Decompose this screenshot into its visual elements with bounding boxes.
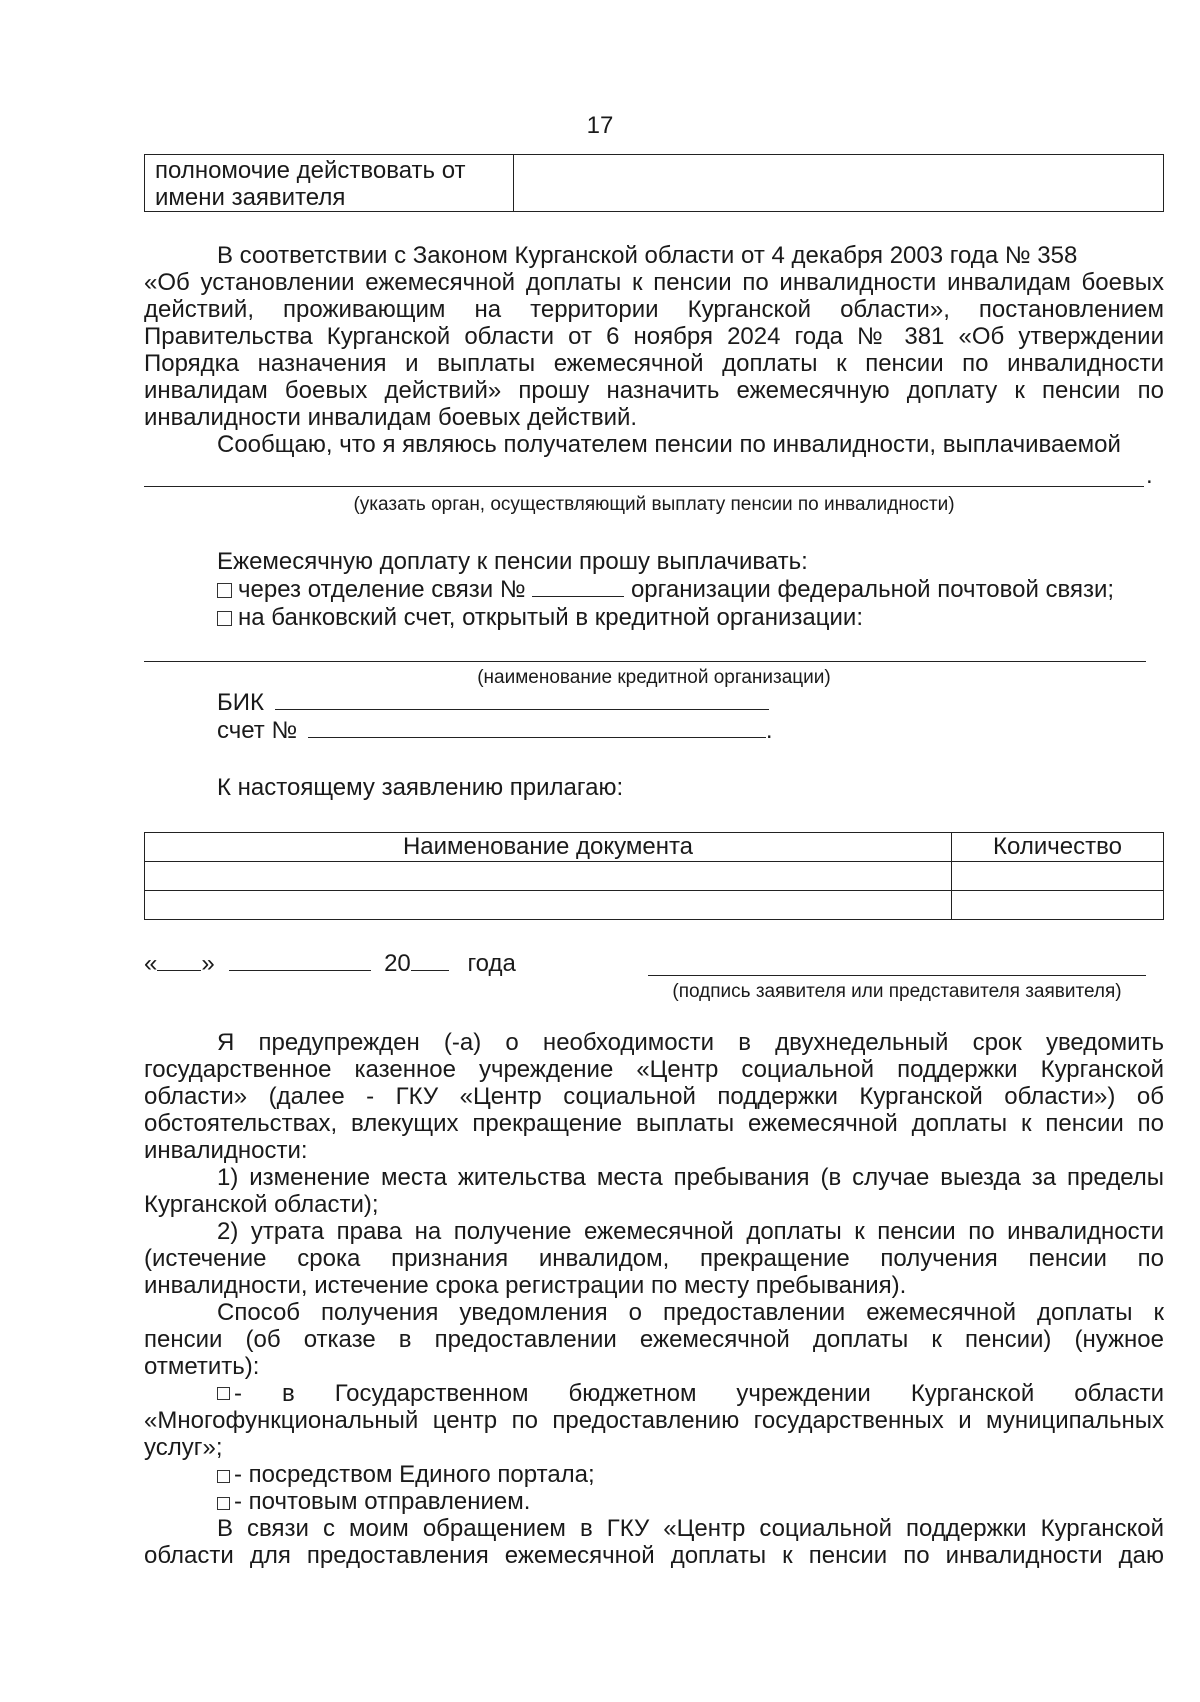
checkbox-post[interactable] (217, 1497, 230, 1510)
payment-heading: Ежемесячную доплату к пенсии прошу выплачивать: (217, 548, 808, 575)
intro-line-7: инвалидности инвалидам боевых действий. (144, 404, 638, 431)
account-row (217, 717, 773, 744)
top-table-text-2: имени заявителя (155, 184, 346, 211)
intro-line-2: «Об установлении ежемесячной доплаты к пенсии по инвалидности инвалидам боевых (144, 269, 1164, 296)
account-field[interactable] (308, 717, 766, 738)
post-office-number-field[interactable] (532, 576, 624, 597)
pension-end-dot: . (1146, 462, 1153, 489)
top-table (144, 154, 1164, 212)
attachment-name-cell[interactable] (145, 891, 952, 920)
warning-item-1-line-2: Курганской области); (144, 1191, 379, 1218)
notification-option-portal (217, 1461, 595, 1488)
attachments-table (144, 832, 1164, 920)
notification-option-mfc-label: - в Государственном бюджетном учреждении Курганской области (234, 1380, 1164, 1407)
signature-caption: (подпись заявителя или представителя заявителя) (672, 981, 1122, 1002)
consent-line-2: области для предоставления ежемесячной доплаты к пенсии по инвалидности даю (144, 1542, 1164, 1569)
bik-label: БИК (217, 689, 264, 716)
intro-line-6: инвалидам боевых действий» прошу назначить ежемесячную доплату к пенсии по (144, 377, 1164, 404)
date-year-field[interactable] (411, 950, 449, 971)
signature-line[interactable] (648, 975, 1146, 976)
notification-option-mfc-line-3: услуг»; (144, 1434, 223, 1461)
checkbox-portal[interactable] (217, 1470, 230, 1483)
col-quantity: Количество (952, 833, 1164, 862)
bank-caption: (наименование кредитной организации) (477, 667, 831, 688)
notification-option-mfc-line-2: «Многофункциональный центр по предоставлению государственных и муниципальных (144, 1407, 1164, 1434)
attachments-row (145, 862, 1164, 891)
col-document-name: Наименование документа (145, 833, 952, 862)
date-quote-close: » (201, 950, 215, 977)
pension-caption: (указать орган, осуществляющий выплату пенсии по инвалидности) (353, 494, 955, 515)
date-year-prefix: 20 (384, 950, 411, 977)
account-label: счет № (217, 717, 298, 744)
checkbox-mfc[interactable] (217, 1387, 230, 1400)
consent-line-1: В связи с моим обращением в ГКУ «Центр социальной поддержки Курганской (217, 1515, 1164, 1542)
notification-option-mfc (217, 1380, 1164, 1407)
date-year-suffix: года (467, 950, 516, 977)
notification-line-1: Способ получения уведомления о предоставлении ежемесячной доплаты к (217, 1299, 1164, 1326)
payment-option-post-suffix: организации федеральной почтовой связи; (630, 576, 1115, 603)
intro-line-5: Порядка назначения и выплаты ежемесячной доплаты к пенсии по инвалидности (144, 350, 1164, 377)
checkbox-bank-account[interactable] (217, 611, 232, 626)
attachment-qty-cell[interactable] (952, 862, 1164, 891)
warning-item-2-line-3: инвалидности, истечение срока регистрации по месту пребывания). (144, 1272, 907, 1299)
notification-line-2: пенсии (об отказе в предоставлении ежемесячной доплаты к пенсии) (нужное (144, 1326, 1164, 1353)
warning-line-1: Я предупрежден (-а) о необходимости в двухнедельный срок уведомить (217, 1029, 1164, 1056)
top-table-left-cell (145, 155, 514, 212)
pension-organ-line[interactable] (144, 486, 1144, 487)
top-table-right-cell (514, 155, 1164, 212)
attachments-row (145, 891, 1164, 920)
notification-option-post-label: - почтовым отправлением. (234, 1488, 531, 1515)
intro-line-4: Правительства Курганской области от 6 ноября 2024 года № 381 «Об утверждении (144, 323, 1164, 350)
checkbox-post-office[interactable] (217, 583, 232, 598)
warning-item-2-line-1: 2) утрата права на получение ежемесячной доплаты к пенсии по инвалидности (217, 1218, 1164, 1245)
bank-name-line[interactable] (144, 661, 1146, 662)
bik-row (217, 689, 769, 716)
account-end-dot: . (765, 717, 773, 744)
intro-line-3: действий, проживающим на территории Курганской области», постановлением (144, 296, 1164, 323)
date-quote-open: « (144, 950, 158, 977)
warning-item-1-line-1: 1) изменение места жительства места пребывания (в случае выезда за пределы (217, 1164, 1164, 1191)
warning-line-2: государственное казенное учреждение «Центр социальной поддержки Курганской (144, 1056, 1164, 1083)
attachment-name-cell[interactable] (145, 862, 952, 891)
date-row (144, 950, 516, 977)
payment-option-bank-label: на банковский счет, открытый в кредитной организации: (238, 604, 863, 631)
bik-field[interactable] (275, 689, 769, 710)
payment-option-bank (217, 604, 863, 631)
pension-text: Сообщаю, что я являюсь получателем пенсии по инвалидности, выплачиваемой (217, 431, 1121, 458)
top-table-text-1: полномочие действовать от (155, 157, 466, 184)
attachment-qty-cell[interactable] (952, 891, 1164, 920)
date-day-field[interactable] (157, 950, 201, 971)
intro-line-1: В соответствии с Законом Курганской области от 4 декабря 2003 года № 358 (217, 242, 1078, 269)
attachments-heading: К настоящему заявлению прилагаю: (217, 774, 624, 801)
page-number: 17 (586, 112, 614, 139)
notification-option-post (217, 1488, 530, 1515)
notification-line-3: отметить): (144, 1353, 260, 1380)
warning-line-5: инвалидности: (144, 1137, 308, 1164)
warning-line-4: обстоятельствах, влекущих прекращение выплаты ежемесячной доплаты к пенсии по (144, 1110, 1164, 1137)
warning-line-3: области» (далее - ГКУ «Центр социальной поддержки Курганской области») об (144, 1083, 1164, 1110)
warning-item-2-line-2: (истечение срока признания инвалидом, прекращение получения пенсии по (144, 1245, 1164, 1272)
payment-option-post (217, 576, 1114, 603)
attachments-header-row (145, 833, 1164, 862)
notification-option-portal-label: - посредством Единого портала; (234, 1461, 595, 1488)
date-month-field[interactable] (229, 950, 371, 971)
payment-option-post-prefix: через отделение связи № (238, 576, 526, 603)
